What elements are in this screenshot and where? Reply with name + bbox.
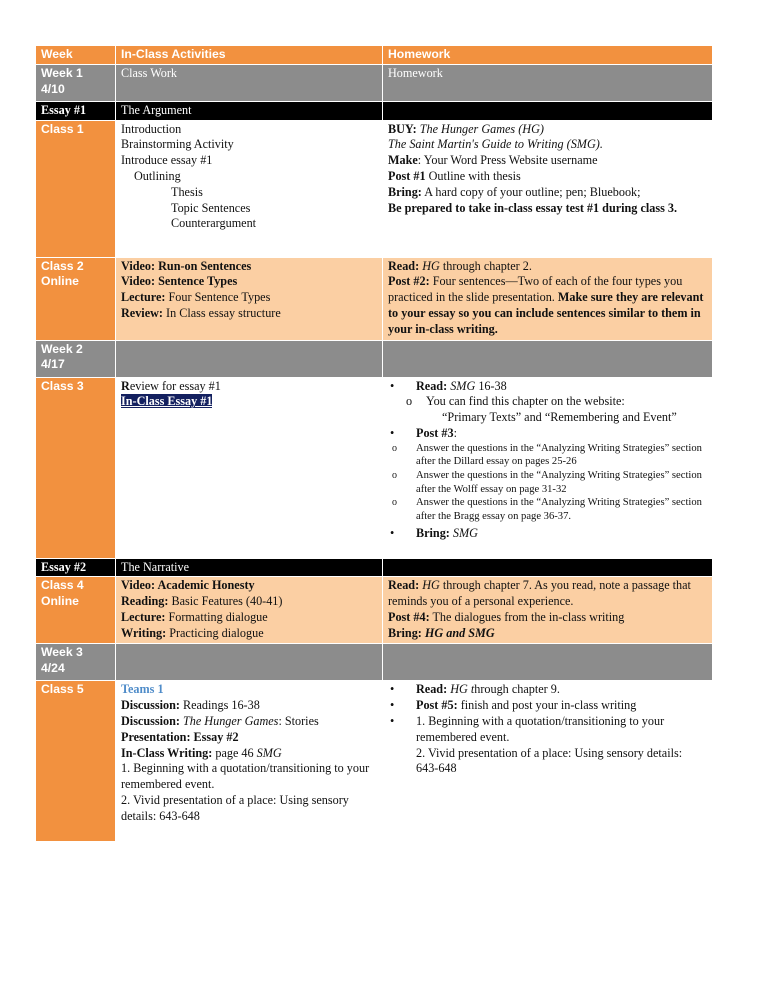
class2-online: Online [41,274,79,289]
class5-disc2: Discussion: The Hunger Games: Stories [121,713,319,728]
week3-homework [383,644,713,681]
class5-disc1: Discussion: Readings 16-38 [121,698,260,713]
week2-homework [383,340,713,377]
class5-hw-item1: • 1. Beginning with a quotation/transitioning to your remembered event. [388,714,707,746]
essay2-blank [383,558,713,577]
class5-pres: Presentation: Essay #2 [121,729,239,744]
week2-number: Week 2 [41,341,83,356]
class1-act-introduce: Introduce essay #1 [121,153,213,168]
class5-icw: In-Class Writing: page 46 SMG [121,745,282,760]
class4-online: Online [41,594,79,609]
week3-number: Week 3 [41,645,83,660]
class4-hw-read: Read: HG through chapter 7. As you read, note a passage that reminds you of a personal experience. [388,578,691,609]
week1-date: 4/10 [41,81,65,96]
class2-act-3: Review: In Class essay structure [121,305,281,320]
class5-act-item1: 1. Beginning with a quotation/transitioning to your remembered event. [121,761,370,792]
class2-row [36,257,713,340]
class1-act-topic: Topic Sentences [171,200,251,215]
class4-label [36,577,116,644]
class2-act-0: Video: Run-on Sentences [121,258,252,273]
class3-activities [116,377,383,558]
essay1-blank [383,101,713,120]
class4-act-1: Reading: Basic Features (40-41) [121,594,283,609]
header-row [36,46,713,65]
week2-label [36,340,116,377]
class3-hw-answer-3: o Answer the questions in the “Analyzing Writing Strategies” section after the Bragg essay on page 36-37. [388,496,707,523]
class3-label: Class 3 [36,377,116,558]
class1-hw-post: Post #1 Outline with thesis [388,168,521,183]
class3-hw-read: • Read: SMG 16-38 [388,379,707,395]
week1-number: Week 1 [41,65,83,80]
class5-row [36,681,713,842]
week2-row [36,340,713,377]
week2-activities [116,340,383,377]
class3-hw-answer-2: o Answer the questions in the “Analyzing Writing Strategies” section after the Wolff essay on page 31-32 [388,469,707,496]
week2-date: 4/17 [41,357,65,372]
class1-hw-buy: BUY: The Hunger Games (HG) [388,121,544,136]
class3-hw-answer-1: o Answer the questions in the “Analyzing Writing Strategies” section after the Dillard essay on pages 25-26 [388,442,707,469]
class5-homework [383,681,713,842]
class1-act-thesis: Thesis [171,184,203,199]
class2-act-2: Lecture: Four Sentence Types [121,290,271,305]
essay1-label: Essay #1 [36,101,116,120]
header-week: Week [36,46,116,65]
class4-number: Class 4 [41,578,84,593]
syllabus-table [35,45,713,842]
essay2-row [36,558,713,577]
class1-hw-smg: The Saint Martin's Guide to Writing (SMG). [388,137,603,152]
essay1-row [36,101,713,120]
class5-act-item2: 2. Vivid presentation of a place: Using sensory details: 643-648 [121,792,349,823]
class3-hw-find: o You can find this chapter on the website: [388,394,707,410]
class1-act-brainstorm: Brainstorming Activity [121,137,234,152]
essay2-label: Essay #2 [36,558,116,577]
essay2-title: The Narrative [116,558,383,577]
week1-activities: Class Work [116,64,383,101]
class4-hw-bring: Bring: HG and SMG [388,625,495,640]
class1-hw-prepared: Be prepared to take in-class essay test #1 during class 3. [388,200,678,215]
class3-row [36,377,713,558]
class5-hw-read: • Read: HG through chapter 9. [388,682,707,698]
class2-number: Class 2 [41,258,84,273]
class3-hw-bring: • Bring: SMG [388,526,707,542]
class3-homework [383,377,713,558]
class4-act-2: Lecture: Formatting dialogue [121,609,268,624]
class5-label: Class 5 [36,681,116,842]
week1-homework: Homework [383,64,713,101]
week3-row [36,644,713,681]
class3-hw-post: • Post #3: [388,426,707,442]
week3-date: 4/24 [41,661,65,676]
class4-row [36,577,713,644]
class1-hw-make: Make: Your Word Press Website username [388,153,598,168]
class2-act-1: Video: Sentence Types [121,274,238,289]
class2-hw-post: Post #2: Four sentences—Two of each of the four types you practiced in the slide presentation. Make sure they are relevant to your essay so you can include sentences similar to them in your in-class writing. [388,274,704,336]
class2-hw-read: Read: HG through chapter 2. [388,258,532,273]
class2-homework [383,257,713,340]
week3-label [36,644,116,681]
class1-act-counter: Counterargument [171,216,257,231]
class3-hw-find2: “Primary Texts” and “Remembering and Event” [442,410,677,425]
class3-inclass-essay: In-Class Essay #1 [121,394,213,409]
week1-label [36,64,116,101]
class2-activities [116,257,383,340]
class1-label: Class 1 [36,120,116,257]
class5-teams: Teams 1 [121,682,164,697]
class1-row [36,120,713,257]
class1-activities [116,120,383,257]
class1-hw-bring: Bring: A hard copy of your outline; pen; Bluebook; [388,184,641,199]
class1-act-intro: Introduction [121,121,182,136]
class4-act-0: Video: Academic Honesty [121,578,255,593]
class3-review: Review for essay #1 [121,378,221,393]
class5-hw-post: • Post #5: finish and post your in-class writing [388,698,707,714]
class2-label [36,257,116,340]
week3-activities [116,644,383,681]
essay1-title: The Argument [116,101,383,120]
class5-hw-item2: 2. Vivid presentation of a place: Using sensory details: 643-648 [416,745,683,776]
class4-act-3: Writing: Practicing dialogue [121,625,264,640]
class5-activities [116,681,383,842]
week1-row [36,64,713,101]
class1-act-outlining: Outlining [134,168,181,183]
class4-homework [383,577,713,644]
class4-hw-post: Post #4: The dialogues from the in-class writing [388,609,625,624]
header-homework: Homework [383,46,713,65]
class1-homework [383,120,713,257]
header-activities: In-Class Activities [116,46,383,65]
class4-activities [116,577,383,644]
